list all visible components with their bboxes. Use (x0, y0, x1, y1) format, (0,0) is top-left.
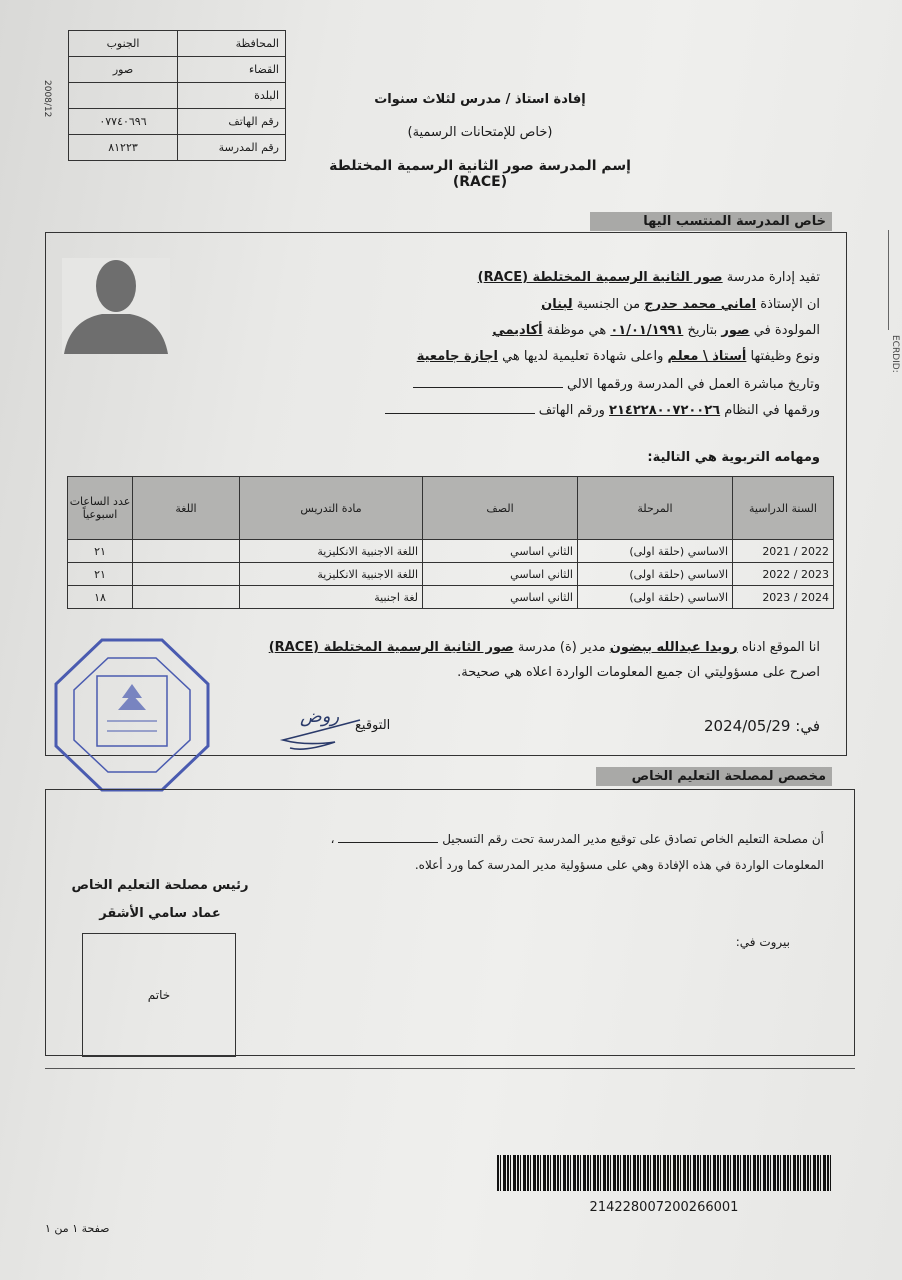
text: ونوع وظيفتها (750, 349, 820, 364)
director-name: رويدا عبدالله ببضون (609, 640, 738, 655)
cell-stage: الاساسي (حلقة اولى) (578, 586, 733, 609)
text: واعلى شهادة تعليمية لديها هي (502, 349, 664, 364)
doc-title: إفادة استاذ / مدرس لثلاث سنوات (374, 92, 586, 107)
text: من الجنسية (576, 297, 641, 312)
info-value: صور (69, 57, 178, 83)
cell-year: 2023 / 2024 (733, 586, 834, 609)
approval-line: أن مصلحة التعليم الخاص تصادق على توقيع مدير المدرسة تحت رقم التسجيل ، (330, 832, 824, 846)
school-stamp-icon (52, 636, 212, 794)
employee-type: أكاديمي (492, 323, 543, 338)
signature-text: روض (300, 706, 340, 727)
info-row (69, 31, 286, 57)
info-label: القضاء (178, 57, 286, 83)
info-row (69, 109, 286, 135)
birth-line (492, 323, 820, 338)
school-name: صور الثانية الرسمية المختلطة (RACE) (268, 640, 514, 655)
text: بتاريخ (687, 323, 718, 338)
school-name-line: إسم المدرسة صور الثانية الرسمية المختلطة (RACE) (329, 158, 631, 190)
info-row (69, 83, 286, 109)
text: ورقمها في النظام (724, 403, 820, 418)
signature-scribble-icon (275, 712, 365, 752)
school-name: صور الثانية الرسمية المختلطة (RACE) (477, 270, 723, 285)
text: مدير (ة) مدرسة (517, 640, 606, 655)
declaration-line (269, 640, 820, 655)
barcode-number: 214228007200266001 (589, 1200, 739, 1215)
text: وتاريخ مباشرة العمل في المدرسة ورقمها الالي (566, 377, 820, 392)
system-number-line (385, 401, 820, 418)
col-header: اللغة (133, 477, 240, 540)
signature-label: التوقيع (355, 718, 391, 733)
doc-subtitle: (خاص للإمتحانات الرسمية) (407, 125, 553, 140)
date-line (704, 717, 820, 735)
degree: اجازة جامعية (416, 349, 498, 364)
date-value: 2024/05/29 (704, 717, 791, 735)
table-row (68, 540, 834, 563)
col-header: السنة الدراسية (733, 477, 834, 540)
barcode-icon (497, 1155, 831, 1191)
cell-hours: ١٨ (68, 586, 133, 609)
edge-line (888, 230, 889, 330)
declaration-line-2: اصرح على مسؤوليتي ان جميع المعلومات الواردة اعلاه هي صحيحة. (457, 665, 820, 680)
date-label: في: (795, 717, 820, 735)
cell-stage: الاساسي (حلقة اولى) (578, 540, 733, 563)
blank-field (413, 375, 563, 388)
info-label: رقم الهاتف (178, 109, 286, 135)
table-row (68, 563, 834, 586)
system-number: ٢١٤٢٢٨٠٠٧٢٠٠٢٦ (609, 403, 721, 418)
job-line (417, 349, 820, 364)
text: ان الإستاذة (760, 297, 820, 312)
cell-class: الثاني اساسي (423, 586, 578, 609)
table-row (68, 586, 834, 609)
edge-note: ECRDID: (890, 335, 900, 373)
approval-line-2: المعلومات الواردة في هذه الإفادة وهي على مسؤولية مدير المدرسة كما ورد أعلاه. (414, 858, 824, 872)
cell-language (133, 563, 240, 586)
info-label: رقم المدرسة (178, 135, 286, 161)
info-value: ٠٧٧٤٠٦٩٦ (69, 109, 178, 135)
section2-bar: مخصص لمصلحة التعليم الخاص (596, 767, 832, 786)
cell-class: الثاني اساسي (423, 563, 578, 586)
birthdate: ٠١/٠١/١٩٩١ (610, 323, 684, 338)
col-header: الصف (423, 477, 578, 540)
divider (45, 1068, 855, 1069)
tasks-heading: ومهامه التربوية هي التالية: (647, 450, 820, 465)
head-name: عماد سامي الأشقر (99, 906, 221, 921)
cell-year: 2021 / 2022 (733, 540, 834, 563)
info-label: المحافظة (178, 31, 286, 57)
info-value (69, 83, 178, 109)
cell-language (133, 586, 240, 609)
seal-box (82, 933, 236, 1057)
cell-stage: الاساسي (حلقة اولى) (578, 563, 733, 586)
registration-blank (338, 830, 438, 843)
seal-label: خاتم (147, 988, 171, 1002)
blank-field (385, 401, 535, 414)
info-label: البلدة (178, 83, 286, 109)
info-table (68, 30, 286, 161)
intro-line (478, 270, 820, 285)
nationality: لبنان (541, 297, 573, 312)
info-value: ٨١٢٢٣ (69, 135, 178, 161)
cell-subject: اللغة الاجنبية الانكليزية (240, 540, 423, 563)
info-row (69, 135, 286, 161)
tasks-table (67, 476, 834, 609)
place-label: بيروت في: (735, 935, 790, 949)
job-title: أستاذ \ معلم (667, 349, 747, 364)
start-date-line (413, 375, 820, 392)
cell-hours: ٢١ (68, 563, 133, 586)
text: المولودة في (753, 323, 820, 338)
cell-class: الثاني اساسي (423, 540, 578, 563)
page-number: صفحة ١ من ١ (45, 1222, 110, 1235)
cell-hours: ٢١ (68, 540, 133, 563)
margin-note: 2008/12 (42, 80, 52, 118)
cell-language (133, 540, 240, 563)
teacher-line (541, 297, 820, 312)
col-header: المرحلة (578, 477, 733, 540)
text: ورقم الهاتف (538, 403, 605, 418)
head-title: رئيس مصلحة التعليم الخاص (71, 878, 249, 893)
col-header: عدد الساعات اسبوعياً (68, 477, 133, 540)
section1-bar: خاص المدرسة المنتسب اليها (590, 212, 832, 231)
cell-subject: لغة اجنبية (240, 586, 423, 609)
birthplace: صور (721, 323, 750, 338)
text: هي موظفة (546, 323, 607, 338)
table-header-row (68, 477, 834, 540)
photo-silhouette-icon (62, 258, 170, 354)
text: تفيد إدارة مدرسة (726, 270, 820, 285)
text: أن مصلحة التعليم الخاص تصادق على توقيع مدير المدرسة تحت رقم التسجيل (442, 832, 824, 846)
text: انا الموقع ادناه (741, 640, 820, 655)
cell-subject: اللغة الاجنبية الانكليزية (240, 563, 423, 586)
col-header: مادة التدريس (240, 477, 423, 540)
teacher-name: اماني محمد حدرج (644, 297, 757, 312)
info-value: الجنوب (69, 31, 178, 57)
info-row (69, 57, 286, 83)
cell-year: 2022 / 2023 (733, 563, 834, 586)
